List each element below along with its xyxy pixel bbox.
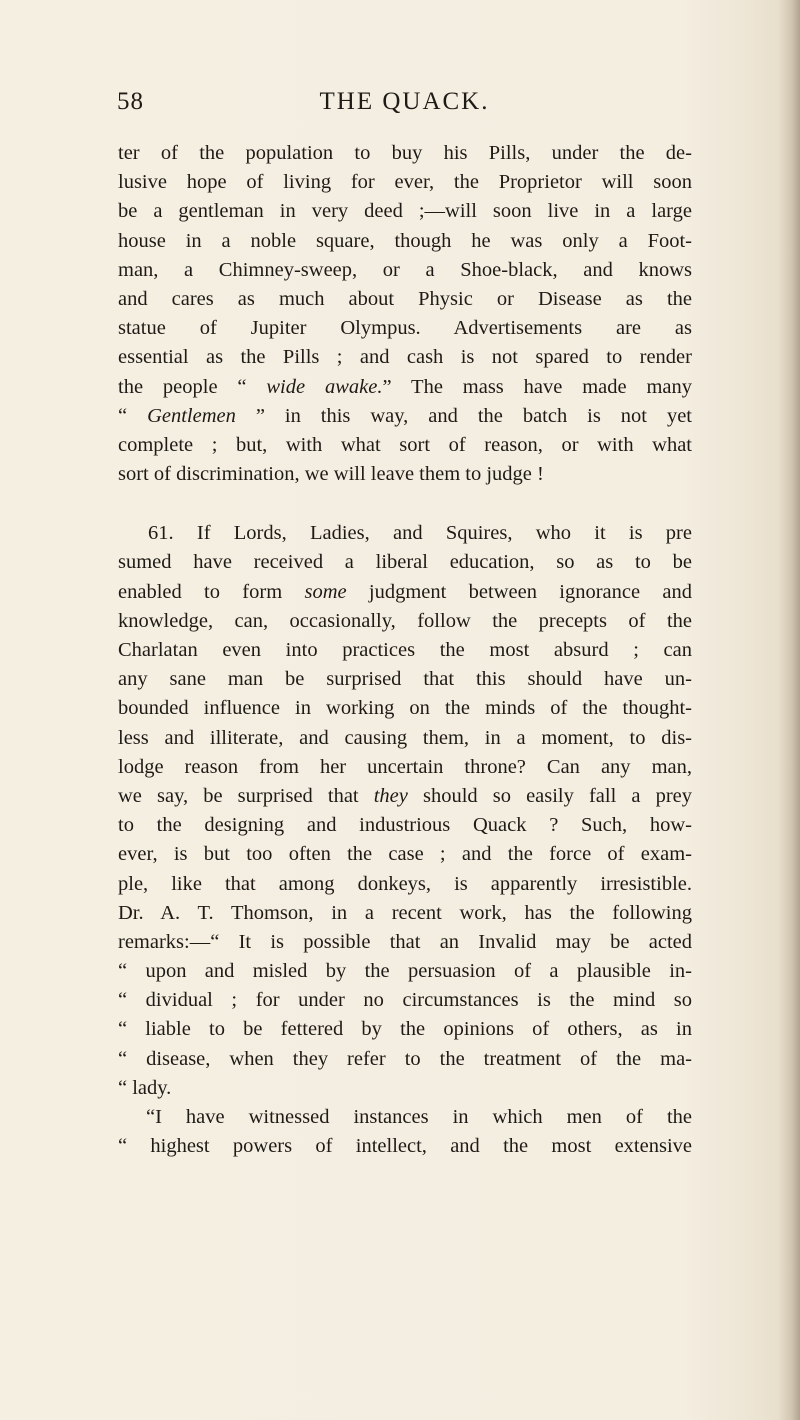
text-line: 61. If Lords, Ladies, and Squires, who it is pre	[148, 522, 692, 545]
text-line: Charlatan even into practices the most absurd ; can	[118, 639, 692, 661]
italic-run: some	[304, 580, 347, 603]
spine-shadow	[778, 0, 800, 1420]
text-line: Dr. A. T. Thomson, in a recent work, has the following	[118, 901, 692, 924]
text-run: the people “	[118, 375, 267, 398]
text-line: sumed have received a liberal education, so as to be	[118, 551, 692, 574]
text-line: ple, like that among donkeys, is apparently irresistible.	[118, 872, 692, 895]
text-line: knowledge, can, occasionally, follow the precepts of the	[118, 609, 692, 632]
text-run: “	[118, 404, 148, 427]
text-line: “ highest powers of intellect, and the most extensive	[118, 1135, 692, 1158]
text-line: sort of discrimination, we will leave them to judge !	[118, 463, 544, 486]
text-line: any sane man be surprised that this should have un-	[118, 668, 692, 691]
text-line	[118, 373, 692, 402]
text-line: complete ; but, with what sort of reason, or with what	[118, 433, 692, 456]
paragraph-gap	[118, 489, 692, 519]
text-line: to the designing and industrious Quack ? Such, how-	[118, 814, 692, 837]
text-line: less and illiterate, and causing them, in a moment, to dis-	[118, 726, 692, 749]
text-line: be a gentleman in very deed ;—will soon live in a large	[118, 200, 692, 223]
text-line: bounded influence in working on the minds of the thought-	[118, 697, 692, 720]
body-text	[118, 139, 692, 1161]
text-line: lodge reason from her uncertain throne? Can any man,	[118, 755, 692, 778]
text-line	[118, 402, 692, 431]
text-line: “ upon and misled by the persuasion of a plausible in-	[118, 960, 692, 983]
text-line: essential as the Pills ; and cash is not spared to render	[118, 346, 692, 369]
italic-run: Gentlemen	[147, 404, 236, 427]
text-run: we say, be surprised that	[118, 784, 374, 807]
text-line: man, a Chimney-sweep, or a Shoe-black, and knows	[118, 258, 692, 281]
text-line: remarks:—“ It is possible that an Invalid may be acted	[118, 930, 692, 953]
text-line	[118, 578, 692, 607]
text-run: ” in this way, and the batch is not yet	[235, 404, 692, 427]
text-line: ever, is but too often the case ; and the force of exam-	[118, 843, 692, 866]
text-line: “ lady.	[118, 1076, 172, 1099]
text-line: and cares as much about Physic or Disease as the	[118, 287, 692, 310]
text-run: ” The mass have made many	[382, 375, 692, 398]
text-line: “ liable to be fettered by the opinions of others, as in	[118, 1018, 692, 1041]
running-head	[117, 88, 692, 122]
text-line	[118, 782, 692, 811]
page-number: 58	[117, 88, 144, 115]
running-title: THE QUACK.	[319, 88, 490, 115]
italic-run: they	[373, 784, 408, 807]
italic-run: wide awake.	[266, 375, 383, 398]
text-line: “ dividual ; for under no circumstances is the mind so	[118, 989, 692, 1012]
text-line: lusive hope of living for ever, the Proprietor will soon	[118, 171, 692, 194]
text-line: “ disease, when they refer to the treatment of the ma-	[118, 1047, 692, 1070]
text-run: enabled to form	[118, 580, 305, 603]
text-line: ter of the population to buy his Pills, under the de-	[118, 142, 692, 164]
text-line: “I have witnessed instances in which men of the	[146, 1106, 692, 1128]
text-run: judgment between ignorance and	[346, 580, 692, 603]
text-line: house in a noble square, though he was only a Foot-	[118, 229, 692, 252]
text-line: statue of Jupiter Olympus. Advertisements are as	[118, 317, 692, 340]
text-run: should so easily fall a prey	[407, 784, 692, 807]
